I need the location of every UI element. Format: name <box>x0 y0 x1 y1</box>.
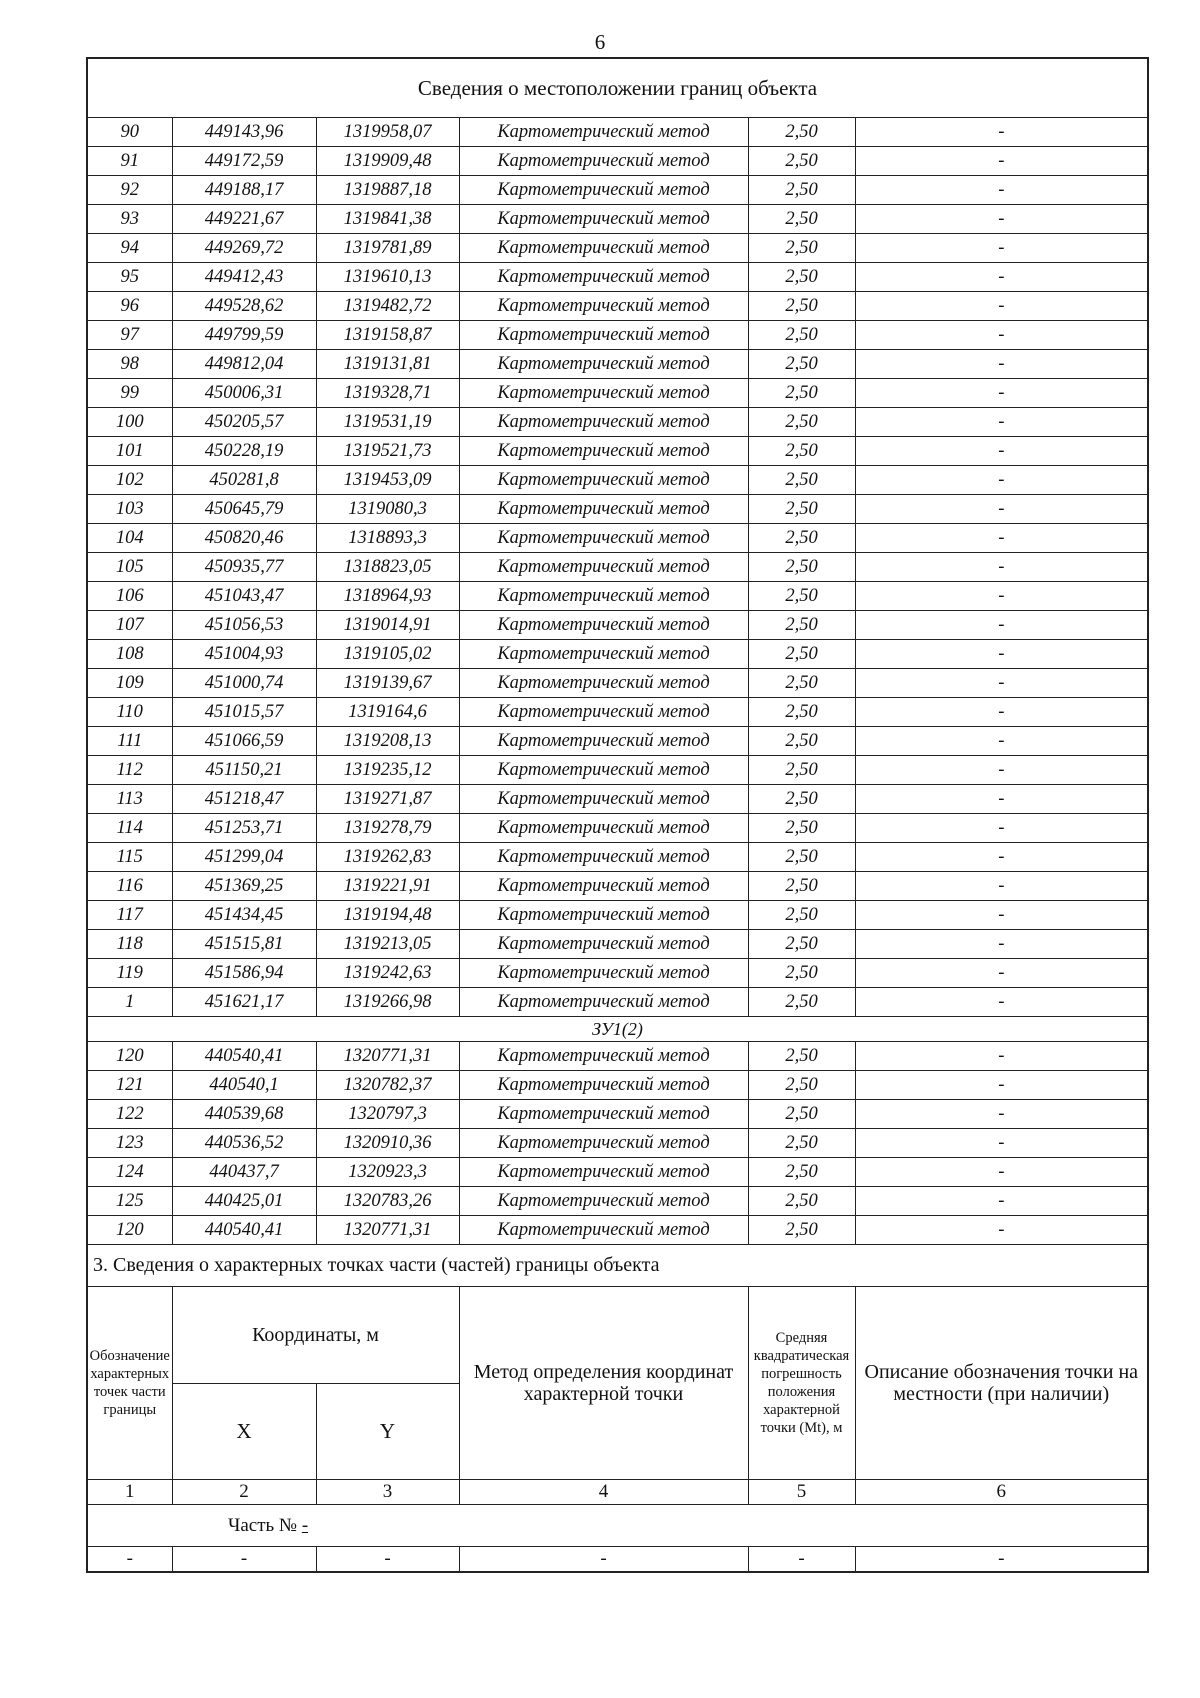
point-number-cell: 97 <box>87 321 172 350</box>
error-cell: 2,50 <box>748 843 855 872</box>
table-row <box>87 118 1148 147</box>
point-number-cell: 100 <box>87 408 172 437</box>
x-coord-cell: 440540,41 <box>172 1216 316 1245</box>
table-row <box>87 1187 1148 1216</box>
x-coord-cell: 451066,59 <box>172 727 316 756</box>
method-cell: Картометрический метод <box>459 930 748 959</box>
y-coord-cell: 1319328,71 <box>316 379 459 408</box>
y-coord-cell: 1319080,3 <box>316 495 459 524</box>
empty-cell: - <box>87 1547 172 1573</box>
table-row <box>87 553 1148 582</box>
description-cell: - <box>855 379 1148 408</box>
y-coord-cell: 1319164,6 <box>316 698 459 727</box>
method-cell: Картометрический метод <box>459 524 748 553</box>
x-coord-cell: 450645,79 <box>172 495 316 524</box>
error-cell: 2,50 <box>748 147 855 176</box>
empty-cell: - <box>748 1547 855 1573</box>
x-coord-cell: 451253,71 <box>172 814 316 843</box>
error-cell: 2,50 <box>748 408 855 437</box>
error-cell: 2,50 <box>748 379 855 408</box>
point-number-cell: 102 <box>87 466 172 495</box>
table-row <box>87 292 1148 321</box>
x-coord-cell: 451015,57 <box>172 698 316 727</box>
method-cell: Картометрический метод <box>459 379 748 408</box>
method-cell: Картометрический метод <box>459 495 748 524</box>
method-cell: Картометрический метод <box>459 640 748 669</box>
y-coord-cell: 1319841,38 <box>316 205 459 234</box>
table-row <box>87 901 1148 930</box>
point-number-cell: 106 <box>87 582 172 611</box>
x-coord-cell: 451150,21 <box>172 756 316 785</box>
table-row <box>87 234 1148 263</box>
col-header-x: X <box>172 1384 316 1480</box>
error-cell: 2,50 <box>748 1100 855 1129</box>
y-coord-cell: 1319242,63 <box>316 959 459 988</box>
table-row <box>87 176 1148 205</box>
y-coord-cell: 1319131,81 <box>316 350 459 379</box>
x-coord-cell: 449269,72 <box>172 234 316 263</box>
point-number-cell: 123 <box>87 1129 172 1158</box>
table-row <box>87 785 1148 814</box>
x-coord-cell: 440437,7 <box>172 1158 316 1187</box>
error-cell: 2,50 <box>748 553 855 582</box>
description-cell: - <box>855 756 1148 785</box>
description-cell: - <box>855 1042 1148 1071</box>
x-coord-cell: 440540,1 <box>172 1071 316 1100</box>
table-row <box>87 466 1148 495</box>
method-cell: Картометрический метод <box>459 408 748 437</box>
point-number-cell: 99 <box>87 379 172 408</box>
x-coord-cell: 449799,59 <box>172 321 316 350</box>
table-row <box>87 495 1148 524</box>
y-coord-cell: 1320910,36 <box>316 1129 459 1158</box>
method-cell: Картометрический метод <box>459 437 748 466</box>
y-coord-cell: 1320782,37 <box>316 1071 459 1100</box>
x-coord-cell: 451586,94 <box>172 959 316 988</box>
error-cell: 2,50 <box>748 611 855 640</box>
description-cell: - <box>855 147 1148 176</box>
method-cell: Картометрический метод <box>459 785 748 814</box>
method-cell: Картометрический метод <box>459 466 748 495</box>
method-cell: Картометрический метод <box>459 959 748 988</box>
error-cell: 2,50 <box>748 872 855 901</box>
column-number: 5 <box>748 1480 855 1505</box>
description-cell: - <box>855 1187 1148 1216</box>
description-cell: - <box>855 263 1148 292</box>
table-row <box>87 524 1148 553</box>
method-cell: Картометрический метод <box>459 727 748 756</box>
method-cell: Картометрический метод <box>459 988 748 1017</box>
x-coord-cell: 451218,47 <box>172 785 316 814</box>
x-coord-cell: 449172,59 <box>172 147 316 176</box>
error-cell: 2,50 <box>748 1042 855 1071</box>
x-coord-cell: 450281,8 <box>172 466 316 495</box>
x-coord-cell: 450935,77 <box>172 553 316 582</box>
y-coord-cell: 1319158,87 <box>316 321 459 350</box>
point-number-cell: 94 <box>87 234 172 263</box>
error-cell: 2,50 <box>748 640 855 669</box>
table-row <box>87 205 1148 234</box>
table-row <box>87 1071 1148 1100</box>
x-coord-cell: 440540,41 <box>172 1042 316 1071</box>
method-cell: Картометрический метод <box>459 814 748 843</box>
point-number-cell: 103 <box>87 495 172 524</box>
y-coord-cell: 1318893,3 <box>316 524 459 553</box>
error-cell: 2,50 <box>748 1216 855 1245</box>
description-cell: - <box>855 495 1148 524</box>
x-coord-cell: 450820,46 <box>172 524 316 553</box>
empty-cell: - <box>172 1547 316 1573</box>
point-number-cell: 107 <box>87 611 172 640</box>
error-cell: 2,50 <box>748 1129 855 1158</box>
y-coord-cell: 1319105,02 <box>316 640 459 669</box>
point-number-cell: 95 <box>87 263 172 292</box>
table-row <box>87 147 1148 176</box>
y-coord-cell: 1319482,72 <box>316 292 459 321</box>
error-cell: 2,50 <box>748 814 855 843</box>
x-coord-cell: 450205,57 <box>172 408 316 437</box>
col-header-coordinates: Координаты, м <box>172 1287 459 1384</box>
description-cell: - <box>855 350 1148 379</box>
x-coord-cell: 440425,01 <box>172 1187 316 1216</box>
table-row <box>87 959 1148 988</box>
point-number-cell: 113 <box>87 785 172 814</box>
point-number-cell: 109 <box>87 669 172 698</box>
method-cell: Картометрический метод <box>459 553 748 582</box>
error-cell: 2,50 <box>748 321 855 350</box>
x-coord-cell: 450228,19 <box>172 437 316 466</box>
point-number-cell: 115 <box>87 843 172 872</box>
point-number-cell: 119 <box>87 959 172 988</box>
point-number-cell: 120 <box>87 1216 172 1245</box>
x-coord-cell: 451515,81 <box>172 930 316 959</box>
table-row <box>87 814 1148 843</box>
point-number-cell: 125 <box>87 1187 172 1216</box>
point-number-cell: 117 <box>87 901 172 930</box>
point-number-cell: 114 <box>87 814 172 843</box>
point-number-cell: 112 <box>87 756 172 785</box>
description-cell: - <box>855 640 1148 669</box>
error-cell: 2,50 <box>748 582 855 611</box>
y-coord-cell: 1319235,12 <box>316 756 459 785</box>
table-row <box>87 1129 1148 1158</box>
x-coord-cell: 449812,04 <box>172 350 316 379</box>
point-number-cell: 91 <box>87 147 172 176</box>
column-number: 6 <box>855 1480 1148 1505</box>
x-coord-cell: 451434,45 <box>172 901 316 930</box>
method-cell: Картометрический метод <box>459 1071 748 1100</box>
method-cell: Картометрический метод <box>459 292 748 321</box>
method-cell: Картометрический метод <box>459 1158 748 1187</box>
table-heading: Сведения о местоположении границ объекта <box>87 58 1148 118</box>
error-cell: 2,50 <box>748 524 855 553</box>
method-cell: Картометрический метод <box>459 756 748 785</box>
table-row <box>87 350 1148 379</box>
col-header-error: Средняя квадратическая погрешность положения характерной точки (Mt), м <box>748 1287 855 1480</box>
point-number-cell: 118 <box>87 930 172 959</box>
method-cell: Картометрический метод <box>459 582 748 611</box>
y-coord-cell: 1319909,48 <box>316 147 459 176</box>
y-coord-cell: 1319194,48 <box>316 901 459 930</box>
method-cell: Картометрический метод <box>459 321 748 350</box>
col-header-y: Y <box>316 1384 459 1480</box>
point-number-cell: 120 <box>87 1042 172 1071</box>
col-header-description: Описание обозначения точки на местности (при наличии) <box>855 1287 1148 1480</box>
method-cell: Картометрический метод <box>459 669 748 698</box>
column-number: 3 <box>316 1480 459 1505</box>
x-coord-cell: 449528,62 <box>172 292 316 321</box>
description-cell: - <box>855 118 1148 147</box>
table-row <box>87 930 1148 959</box>
description-cell: - <box>855 408 1148 437</box>
part-label-row <box>87 1505 1148 1547</box>
y-coord-cell: 1318964,93 <box>316 582 459 611</box>
point-number-cell: 111 <box>87 727 172 756</box>
point-number-cell: 124 <box>87 1158 172 1187</box>
table-row <box>87 669 1148 698</box>
description-cell: - <box>855 698 1148 727</box>
error-cell: 2,50 <box>748 785 855 814</box>
x-coord-cell: 440536,52 <box>172 1129 316 1158</box>
empty-cell: - <box>459 1547 748 1573</box>
error-cell: 2,50 <box>748 669 855 698</box>
description-cell: - <box>855 727 1148 756</box>
table-row <box>87 640 1148 669</box>
y-coord-cell: 1319139,67 <box>316 669 459 698</box>
method-cell: Картометрический метод <box>459 205 748 234</box>
y-coord-cell: 1319213,05 <box>316 930 459 959</box>
column-number: 1 <box>87 1480 172 1505</box>
table-row <box>87 263 1148 292</box>
point-number-cell: 122 <box>87 1100 172 1129</box>
description-cell: - <box>855 205 1148 234</box>
table-row <box>87 321 1148 350</box>
description-cell: - <box>855 437 1148 466</box>
point-number-cell: 98 <box>87 350 172 379</box>
error-cell: 2,50 <box>748 1187 855 1216</box>
description-cell: - <box>855 872 1148 901</box>
x-coord-cell: 451299,04 <box>172 843 316 872</box>
method-cell: Картометрический метод <box>459 1100 748 1129</box>
error-cell: 2,50 <box>748 205 855 234</box>
method-cell: Картометрический метод <box>459 263 748 292</box>
error-cell: 2,50 <box>748 901 855 930</box>
error-cell: 2,50 <box>748 234 855 263</box>
description-cell: - <box>855 1071 1148 1100</box>
table-row <box>87 872 1148 901</box>
part-label: Часть № <box>228 1514 298 1536</box>
error-cell: 2,50 <box>748 959 855 988</box>
error-cell: 2,50 <box>748 176 855 205</box>
table-row <box>87 379 1148 408</box>
empty-cell: - <box>316 1547 459 1573</box>
boundary-table <box>86 57 1149 1573</box>
point-number-cell: 96 <box>87 292 172 321</box>
point-number-cell: 90 <box>87 118 172 147</box>
point-number-cell: 101 <box>87 437 172 466</box>
y-coord-cell: 1319271,87 <box>316 785 459 814</box>
y-coord-cell: 1320771,31 <box>316 1216 459 1245</box>
table-row <box>87 1216 1148 1245</box>
method-cell: Картометрический метод <box>459 1187 748 1216</box>
description-cell: - <box>855 901 1148 930</box>
description-cell: - <box>855 1129 1148 1158</box>
point-number-cell: 93 <box>87 205 172 234</box>
description-cell: - <box>855 669 1148 698</box>
description-cell: - <box>855 1158 1148 1187</box>
y-coord-cell: 1320771,31 <box>316 1042 459 1071</box>
y-coord-cell: 1319266,98 <box>316 988 459 1017</box>
description-cell: - <box>855 234 1148 263</box>
method-cell: Картометрический метод <box>459 350 748 379</box>
table-row <box>87 408 1148 437</box>
description-cell: - <box>855 292 1148 321</box>
error-cell: 2,50 <box>748 1158 855 1187</box>
point-number-cell: 92 <box>87 176 172 205</box>
column-number: 2 <box>172 1480 316 1505</box>
y-coord-cell: 1319521,73 <box>316 437 459 466</box>
table-row <box>87 582 1148 611</box>
x-coord-cell: 451369,25 <box>172 872 316 901</box>
x-coord-cell: 449412,43 <box>172 263 316 292</box>
description-cell: - <box>855 582 1148 611</box>
method-cell: Картометрический метод <box>459 118 748 147</box>
y-coord-cell: 1319781,89 <box>316 234 459 263</box>
description-cell: - <box>855 988 1148 1017</box>
section-3-title: 3. Сведения о характерных точках части (частей) границы объекта <box>87 1245 1148 1287</box>
y-coord-cell: 1319208,13 <box>316 727 459 756</box>
subsection-label: ЗУ1(2) <box>87 1017 1148 1042</box>
x-coord-cell: 451004,93 <box>172 640 316 669</box>
point-number-cell: 1 <box>87 988 172 1017</box>
error-cell: 2,50 <box>748 1071 855 1100</box>
method-cell: Картометрический метод <box>459 1042 748 1071</box>
part-number: - <box>301 1514 309 1536</box>
point-number-cell: 116 <box>87 872 172 901</box>
method-cell: Картометрический метод <box>459 872 748 901</box>
method-cell: Картометрический метод <box>459 176 748 205</box>
description-cell: - <box>855 466 1148 495</box>
y-coord-cell: 1320923,3 <box>316 1158 459 1187</box>
x-coord-cell: 451000,74 <box>172 669 316 698</box>
y-coord-cell: 1318823,05 <box>316 553 459 582</box>
y-coord-cell: 1319531,19 <box>316 408 459 437</box>
column-number: 4 <box>459 1480 748 1505</box>
point-number-cell: 121 <box>87 1071 172 1100</box>
y-coord-cell: 1319221,91 <box>316 872 459 901</box>
method-cell: Картометрический метод <box>459 1129 748 1158</box>
x-coord-cell: 450006,31 <box>172 379 316 408</box>
error-cell: 2,50 <box>748 437 855 466</box>
y-coord-cell: 1319610,13 <box>316 263 459 292</box>
description-cell: - <box>855 814 1148 843</box>
col-header-point-designation: Обозначение характерных точек части границы <box>87 1287 172 1480</box>
error-cell: 2,50 <box>748 350 855 379</box>
description-cell: - <box>855 1100 1148 1129</box>
y-coord-cell: 1319278,79 <box>316 814 459 843</box>
point-number-cell: 105 <box>87 553 172 582</box>
table-row <box>87 843 1148 872</box>
description-cell: - <box>855 1216 1148 1245</box>
point-number-cell: 108 <box>87 640 172 669</box>
description-cell: - <box>855 553 1148 582</box>
description-cell: - <box>855 611 1148 640</box>
empty-cell: - <box>855 1547 1148 1573</box>
x-coord-cell: 449221,67 <box>172 205 316 234</box>
error-cell: 2,50 <box>748 756 855 785</box>
y-coord-cell: 1319887,18 <box>316 176 459 205</box>
method-cell: Картометрический метод <box>459 147 748 176</box>
method-cell: Картометрический метод <box>459 698 748 727</box>
table-row <box>87 1158 1148 1187</box>
error-cell: 2,50 <box>748 698 855 727</box>
method-cell: Картометрический метод <box>459 1216 748 1245</box>
table-row <box>87 437 1148 466</box>
method-cell: Картометрический метод <box>459 234 748 263</box>
description-cell: - <box>855 843 1148 872</box>
x-coord-cell: 449143,96 <box>172 118 316 147</box>
point-number-cell: 104 <box>87 524 172 553</box>
y-coord-cell: 1320783,26 <box>316 1187 459 1216</box>
description-cell: - <box>855 959 1148 988</box>
error-cell: 2,50 <box>748 495 855 524</box>
table-row <box>87 1100 1148 1129</box>
method-cell: Картометрический метод <box>459 901 748 930</box>
error-cell: 2,50 <box>748 988 855 1017</box>
table-row <box>87 611 1148 640</box>
error-cell: 2,50 <box>748 292 855 321</box>
col-header-method: Метод определения координат характерной точки <box>459 1287 748 1480</box>
y-coord-cell: 1319262,83 <box>316 843 459 872</box>
description-cell: - <box>855 176 1148 205</box>
y-coord-cell: 1319958,07 <box>316 118 459 147</box>
x-coord-cell: 451043,47 <box>172 582 316 611</box>
error-cell: 2,50 <box>748 727 855 756</box>
error-cell: 2,50 <box>748 930 855 959</box>
description-cell: - <box>855 321 1148 350</box>
method-cell: Картометрический метод <box>459 611 748 640</box>
table-row <box>87 756 1148 785</box>
y-coord-cell: 1319014,91 <box>316 611 459 640</box>
x-coord-cell: 440539,68 <box>172 1100 316 1129</box>
table-row <box>87 727 1148 756</box>
table-row <box>87 988 1148 1017</box>
point-number-cell: 110 <box>87 698 172 727</box>
x-coord-cell: 451056,53 <box>172 611 316 640</box>
table-row <box>87 1042 1148 1071</box>
x-coord-cell: 449188,17 <box>172 176 316 205</box>
error-cell: 2,50 <box>748 118 855 147</box>
table-row <box>87 698 1148 727</box>
y-coord-cell: 1320797,3 <box>316 1100 459 1129</box>
page-number: 6 <box>594 30 606 54</box>
description-cell: - <box>855 930 1148 959</box>
description-cell: - <box>855 785 1148 814</box>
error-cell: 2,50 <box>748 466 855 495</box>
method-cell: Картометрический метод <box>459 843 748 872</box>
x-coord-cell: 451621,17 <box>172 988 316 1017</box>
y-coord-cell: 1319453,09 <box>316 466 459 495</box>
description-cell: - <box>855 524 1148 553</box>
error-cell: 2,50 <box>748 263 855 292</box>
